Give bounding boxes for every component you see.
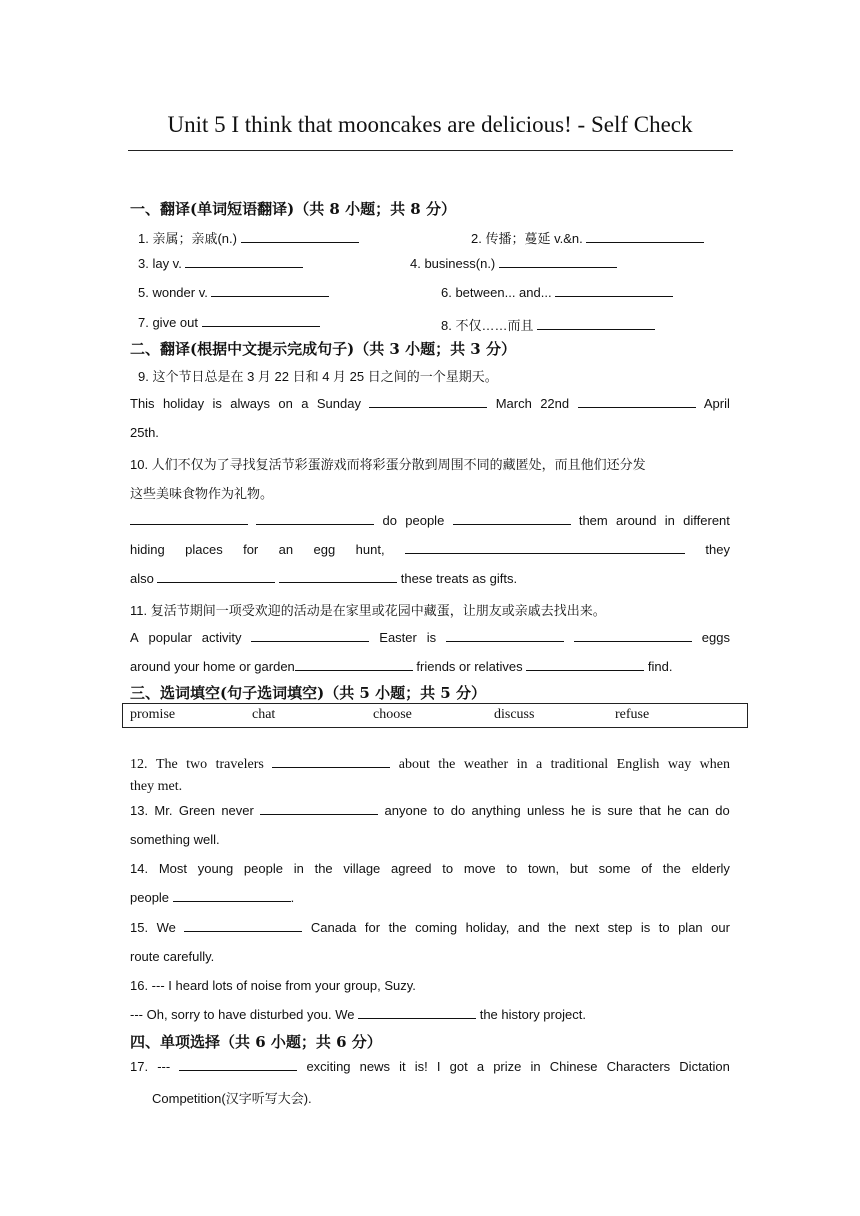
word: Most (158, 861, 187, 876)
word: news (359, 1059, 391, 1074)
q11-blank-2[interactable] (446, 630, 564, 642)
word: anyone (384, 803, 428, 818)
q10-english-line-1 (130, 513, 730, 528)
word: eggs (701, 630, 730, 645)
item-8-blank[interactable] (537, 318, 655, 330)
q11-english-line-1 (130, 630, 730, 645)
q13-line-2: something well. (130, 832, 220, 847)
word: friends or relatives (416, 659, 523, 674)
word: an (278, 542, 294, 557)
word-bank-item: promise (130, 707, 176, 722)
word: is (212, 396, 222, 411)
word: unless (527, 803, 565, 818)
section-4-heading: 四、单项选择（共 6 小题；共 6 分） (130, 1033, 382, 1051)
q12-line-1 (130, 756, 730, 773)
word: prize (493, 1059, 522, 1074)
item-6-prompt: 6. between... and... (441, 285, 552, 300)
word: in (664, 513, 675, 528)
word: 12. (130, 757, 148, 772)
item-3-blank[interactable] (185, 256, 303, 268)
q17-blank[interactable] (179, 1059, 297, 1071)
q9-blank-1[interactable] (369, 396, 487, 408)
q10-blank-6[interactable] (279, 571, 397, 583)
word: do (715, 803, 730, 818)
item-3-prompt: 3. lay v. (138, 256, 182, 271)
word: Dictation (679, 1059, 730, 1074)
word: --- Oh, sorry to have disturbed you. We (130, 1007, 355, 1022)
word: English (616, 757, 660, 772)
word: is (640, 920, 651, 935)
word: hiding (130, 542, 165, 557)
word: village (343, 861, 381, 876)
q11-english-line-2 (130, 659, 672, 674)
item-2-prompt: 2. 传播；蔓延 v.&n. (471, 231, 583, 246)
item-8 (441, 315, 655, 334)
section-3-heading: 三、选词填空(句子选词填空)（共 5 小题；共 5 分） (130, 684, 486, 702)
word-bank-item: discuss (494, 707, 535, 722)
word: next (574, 920, 600, 935)
word: move (463, 861, 496, 876)
word: sure (607, 803, 633, 818)
word: find. (647, 659, 673, 674)
word: in (530, 1059, 541, 1074)
word: is (591, 803, 602, 818)
word: two (186, 757, 208, 772)
word: always (230, 396, 271, 411)
q9-english-line (130, 396, 730, 411)
word: for (364, 920, 381, 935)
word: A (130, 630, 139, 645)
word: and (517, 920, 540, 935)
section-1-heading: 一、翻译(单词短语翻译)（共 8 小题；共 8 分） (130, 200, 456, 218)
q10-blank-1[interactable] (130, 513, 248, 525)
word: We (156, 920, 176, 935)
word: popular (148, 630, 192, 645)
word: in (516, 757, 528, 772)
word: --- (157, 1059, 171, 1074)
word: for (243, 542, 259, 557)
word: the (388, 920, 407, 935)
word: exciting (306, 1059, 351, 1074)
word: 14. (130, 861, 149, 876)
word: Easter (379, 630, 417, 645)
word: about (398, 757, 430, 772)
q10-blank-5[interactable] (157, 571, 275, 583)
item-1-prompt: 1. 亲属；亲戚(n.) (138, 231, 237, 246)
word: people (243, 861, 283, 876)
word: travelers (215, 757, 264, 772)
word: Sunday (316, 396, 361, 411)
word: on (278, 396, 293, 411)
item-7-blank[interactable] (202, 315, 320, 327)
word: 22nd (540, 396, 570, 411)
item-8-prompt: 8. 不仅……而且 (441, 318, 534, 333)
q11-blank-5[interactable] (526, 659, 644, 671)
word: young (197, 861, 234, 876)
item-3 (138, 256, 303, 271)
word: that (639, 803, 661, 818)
word: to (658, 920, 670, 935)
word: our (711, 920, 730, 935)
q11-blank-1[interactable] (251, 630, 369, 642)
word: do (450, 803, 466, 818)
item-5-blank[interactable] (211, 285, 329, 297)
q16-line-2 (130, 1007, 586, 1022)
item-5-prompt: 5. wonder v. (138, 285, 208, 300)
q10-english-line-2 (130, 542, 730, 557)
word: This (130, 396, 155, 411)
q17-line-1 (130, 1059, 730, 1074)
word: 13. (130, 803, 149, 818)
word: a (535, 757, 543, 772)
q11-blank-3[interactable] (574, 630, 692, 642)
word: he (570, 803, 586, 818)
word: do (382, 513, 397, 528)
q10-blank-3[interactable] (453, 513, 571, 525)
word: agreed (391, 861, 432, 876)
word: plan (678, 920, 703, 935)
q15-blank[interactable] (184, 920, 302, 932)
word: anything (471, 803, 521, 818)
q10-blank-4[interactable] (405, 542, 685, 554)
word: of (641, 861, 653, 876)
word: The (155, 757, 178, 772)
word: 15. (130, 920, 149, 935)
q14-line-1 (130, 861, 730, 876)
q14-blank[interactable] (173, 890, 291, 902)
title-rule (128, 150, 733, 151)
word: to (506, 861, 518, 876)
word: in (293, 861, 304, 876)
word: people (130, 890, 170, 905)
item-4-prompt: 4. business(n.) (410, 256, 496, 271)
word: the history project. (479, 1007, 586, 1022)
q13-blank[interactable] (260, 803, 378, 815)
word: is! (414, 1059, 428, 1074)
item-1-blank[interactable] (241, 231, 359, 243)
q16-line-1: 16. --- I heard lots of noise from your group, Suzy. (130, 978, 416, 993)
word: way (667, 757, 692, 772)
word: coming (415, 920, 458, 935)
word: a (301, 396, 309, 411)
word: holiday, (465, 920, 510, 935)
word: step (607, 920, 633, 935)
item-1 (138, 228, 359, 247)
word: the (314, 861, 333, 876)
q10-chinese-1: 10. 人们不仅为了寻找复活节彩蛋游戏而将彩蛋分散到周围不同的藏匿处，而且他们还分发 (130, 457, 646, 472)
word-bank-item: refuse (615, 707, 650, 722)
word: Green (178, 803, 215, 818)
word: town, (528, 861, 560, 876)
word: them (578, 513, 608, 528)
word: can (687, 803, 709, 818)
word: egg (313, 542, 336, 557)
q14-line-2: people . (130, 890, 295, 905)
word: a (476, 1059, 485, 1074)
q17-line-2: Competition(汉字听写大会). (152, 1091, 312, 1106)
word: never (221, 803, 254, 818)
word: Chinese (549, 1059, 598, 1074)
word: elderly (691, 861, 730, 876)
word: around your home or garden (130, 659, 295, 674)
item-5 (138, 285, 329, 300)
word: the (438, 757, 456, 772)
item-7-prompt: 7. give out (138, 315, 198, 330)
word: the (662, 861, 681, 876)
word: April (703, 396, 730, 411)
word: but (569, 861, 588, 876)
item-6-blank[interactable] (555, 285, 673, 297)
word: when (699, 757, 730, 772)
q13-line-1 (130, 803, 730, 818)
word: Mr. (154, 803, 173, 818)
document-title: Unit 5 I think that mooncakes are delicious! - Self Check (167, 112, 693, 137)
word-bank-item: chat (252, 707, 276, 722)
q15-line-2: route carefully. (130, 949, 215, 964)
word: he (667, 803, 682, 818)
q16-blank[interactable] (358, 1007, 476, 1019)
word: March (495, 396, 532, 411)
word-bank-item: choose (373, 707, 412, 722)
q11-chinese: 11. 复活节期间一项受欢迎的活动是在家里或花园中藏蛋，让朋友或亲戚去找出来。 (130, 603, 606, 618)
item-4-blank[interactable] (499, 256, 617, 268)
q10-chinese-2: 这些美味食物作为礼物。 (130, 486, 274, 501)
word: some (598, 861, 631, 876)
word: around (616, 513, 657, 528)
q11-blank-4[interactable] (295, 659, 413, 671)
word: people (405, 513, 445, 528)
q9-english-end: 25th. (130, 425, 159, 440)
word: traditional (550, 757, 609, 772)
word: activity (201, 630, 242, 645)
word: different (683, 513, 730, 528)
word: got (449, 1059, 468, 1074)
word: it (399, 1059, 406, 1074)
word: 17. (130, 1059, 149, 1074)
item-2-blank[interactable] (586, 231, 704, 243)
item-2 (471, 228, 704, 247)
q15-line-1 (130, 920, 730, 935)
word: to (433, 803, 445, 818)
word-bank (122, 703, 748, 728)
q9-blank-2[interactable] (578, 396, 696, 408)
word: also (130, 571, 154, 586)
word: these treats as gifts. (400, 571, 518, 586)
item-4 (410, 256, 617, 271)
word: holiday (162, 396, 205, 411)
word: weather (463, 757, 509, 772)
q10-blank-2[interactable] (256, 513, 374, 525)
word: is (426, 630, 437, 645)
section-2-heading: 二、翻译(根据中文提示完成句子)（共 3 小题；共 3 分） (130, 340, 516, 358)
word: I (436, 1059, 441, 1074)
word: Canada (310, 920, 357, 935)
word: they (705, 542, 730, 557)
q10-english-line-3 (130, 571, 517, 586)
q9-chinese: 9. 这个节日总是在 3 月 22 日和 4 月 25 日之间的一个星期天。 (138, 369, 498, 384)
word: the (548, 920, 567, 935)
q12-line-2: they met. (130, 779, 183, 794)
item-7 (138, 315, 320, 330)
word: to (442, 861, 454, 876)
word: hunt, (355, 542, 385, 557)
word: Characters (606, 1059, 671, 1074)
item-6 (441, 285, 673, 300)
word: places (185, 542, 223, 557)
q12-blank[interactable] (272, 756, 390, 768)
